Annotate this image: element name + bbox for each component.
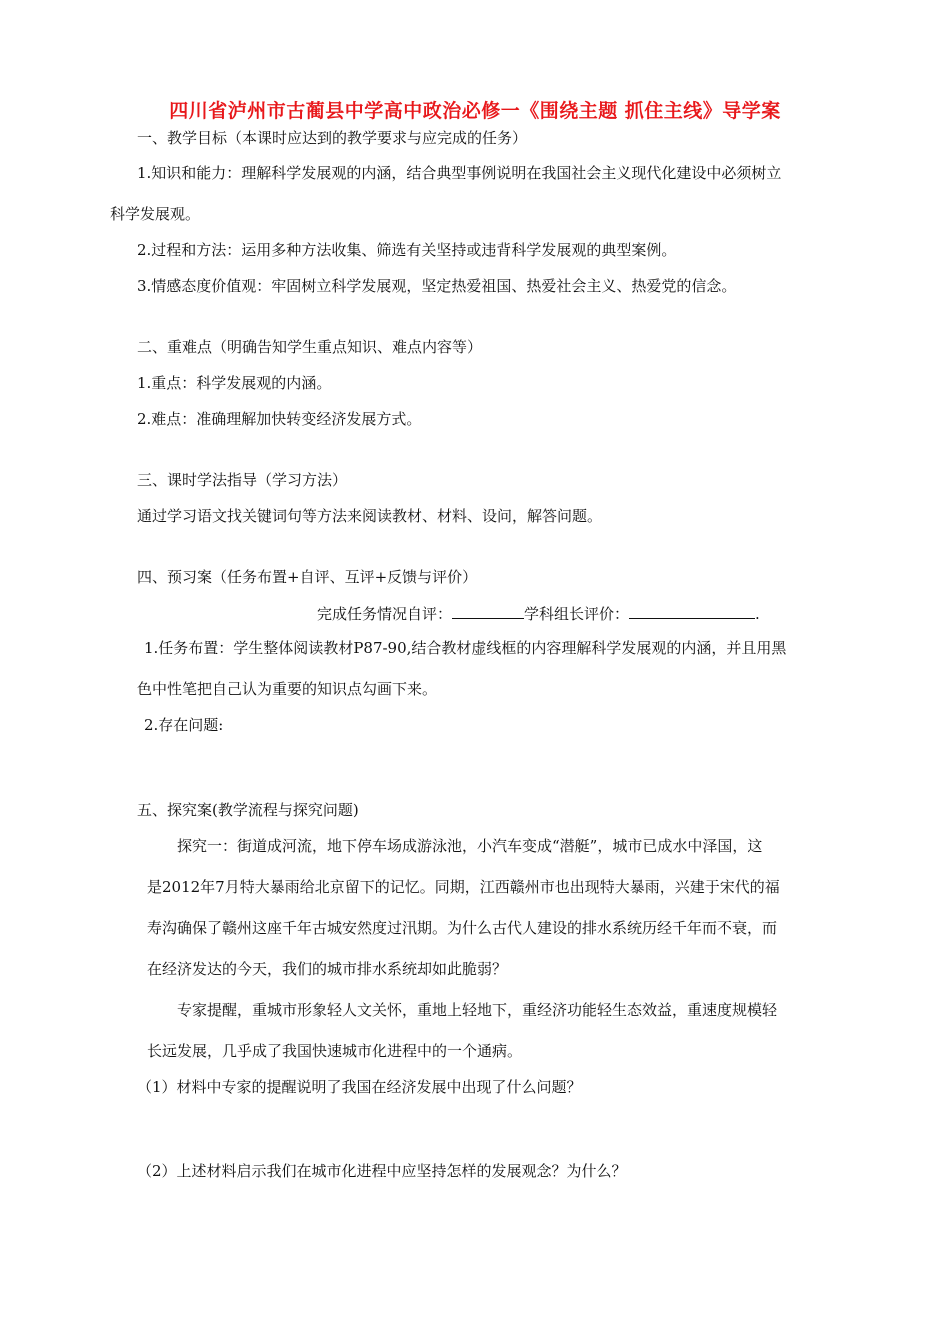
section1-item3: 3.情感态度价值观：牢固树立科学发展观，坚定热爱祖国、热爱社会主义、热爱党的信念。: [137, 277, 737, 295]
section5-p1-line2: 是2012年7月特大暴雨给北京留下的记忆。同期，江西赣州市也出现特大暴雨，兴建于宋代的福: [147, 878, 780, 896]
section1-item1-line2: 科学发展观。: [110, 205, 201, 223]
document-title: 四川省泸州市古蔺县中学高中政治必修一《围绕主题 抓住主线》导学案: [169, 100, 781, 122]
leader-eval-blank[interactable]: [629, 602, 755, 619]
section2-item1: 1.重点：科学发展观的内涵。: [137, 374, 332, 392]
section5-p1-line3: 寿沟确保了赣州这座千年古城安然度过汛期。为什么古代人建设的排水系统历经千年而不衰，而: [147, 919, 778, 937]
section1-heading: 一、教学目标（本课时应达到的教学要求与应完成的任务）: [137, 129, 528, 147]
section5-p1-line1: 探究一：街道成河流，地下停车场成游泳池，小汽车变成“潜艇”，城市已成水中泽国，这: [177, 837, 763, 855]
section4-item1-line2: 色中性笔把自己认为重要的知识点勾画下来。: [137, 680, 438, 698]
eval-end-mark: .: [755, 605, 760, 623]
section1-item2: 2.过程和方法：运用多种方法收集、筛选有关坚持或违背科学发展观的典型案例。: [137, 241, 677, 259]
evaluation-line: [317, 602, 760, 624]
section1-item1-line1: 1.知识和能力：理解科学发展观的内涵，结合典型事例说明在我国社会主义现代化建设中必须树立: [137, 164, 782, 182]
section3-body: 通过学习语文找关键词句等方法来阅读教材、材料、设问，解答问题。: [137, 507, 603, 525]
section4-item2: 2.存在问题:: [144, 716, 224, 734]
section5-p2-line2: 长远发展，几乎成了我国快速城市化进程中的一个通病。: [147, 1042, 523, 1060]
self-eval-blank[interactable]: [452, 602, 524, 619]
self-eval-label: 完成任务情况自评：: [317, 605, 453, 623]
section3-heading: 三、课时学法指导（学习方法）: [137, 471, 348, 489]
section4-item1-line1: 1.任务布置：学生整体阅读教材P87-90,结合教材虚线框的内容理解科学发展观的内涵，并且用黑: [144, 639, 787, 657]
section5-p2-line1: 专家提醒，重城市形象轻人文关怀，重地上轻地下，重经济功能轻生态效益，重速度规模轻: [177, 1001, 778, 1019]
question-2: （2）上述材料启示我们在城市化进程中应坚持怎样的发展观念？为什么？: [137, 1162, 627, 1180]
section5-heading: 五、探究案(教学流程与探究问题): [137, 801, 359, 819]
question-1: （1）材料中专家的提醒说明了我国在经济发展中出现了什么问题？: [137, 1078, 582, 1096]
section5-p1-line4: 在经济发达的今天，我们的城市排水系统却如此脆弱？: [147, 960, 508, 978]
leader-eval-label: 学科组长评价：: [524, 605, 630, 623]
section2-item2: 2.难点：准确理解加快转变经济发展方式。: [137, 410, 422, 428]
section2-heading: 二、重难点（明确告知学生重点知识、难点内容等）: [137, 338, 483, 356]
section4-heading: 四、预习案（任务布置+自评、互评+反馈与评价）: [137, 568, 478, 586]
